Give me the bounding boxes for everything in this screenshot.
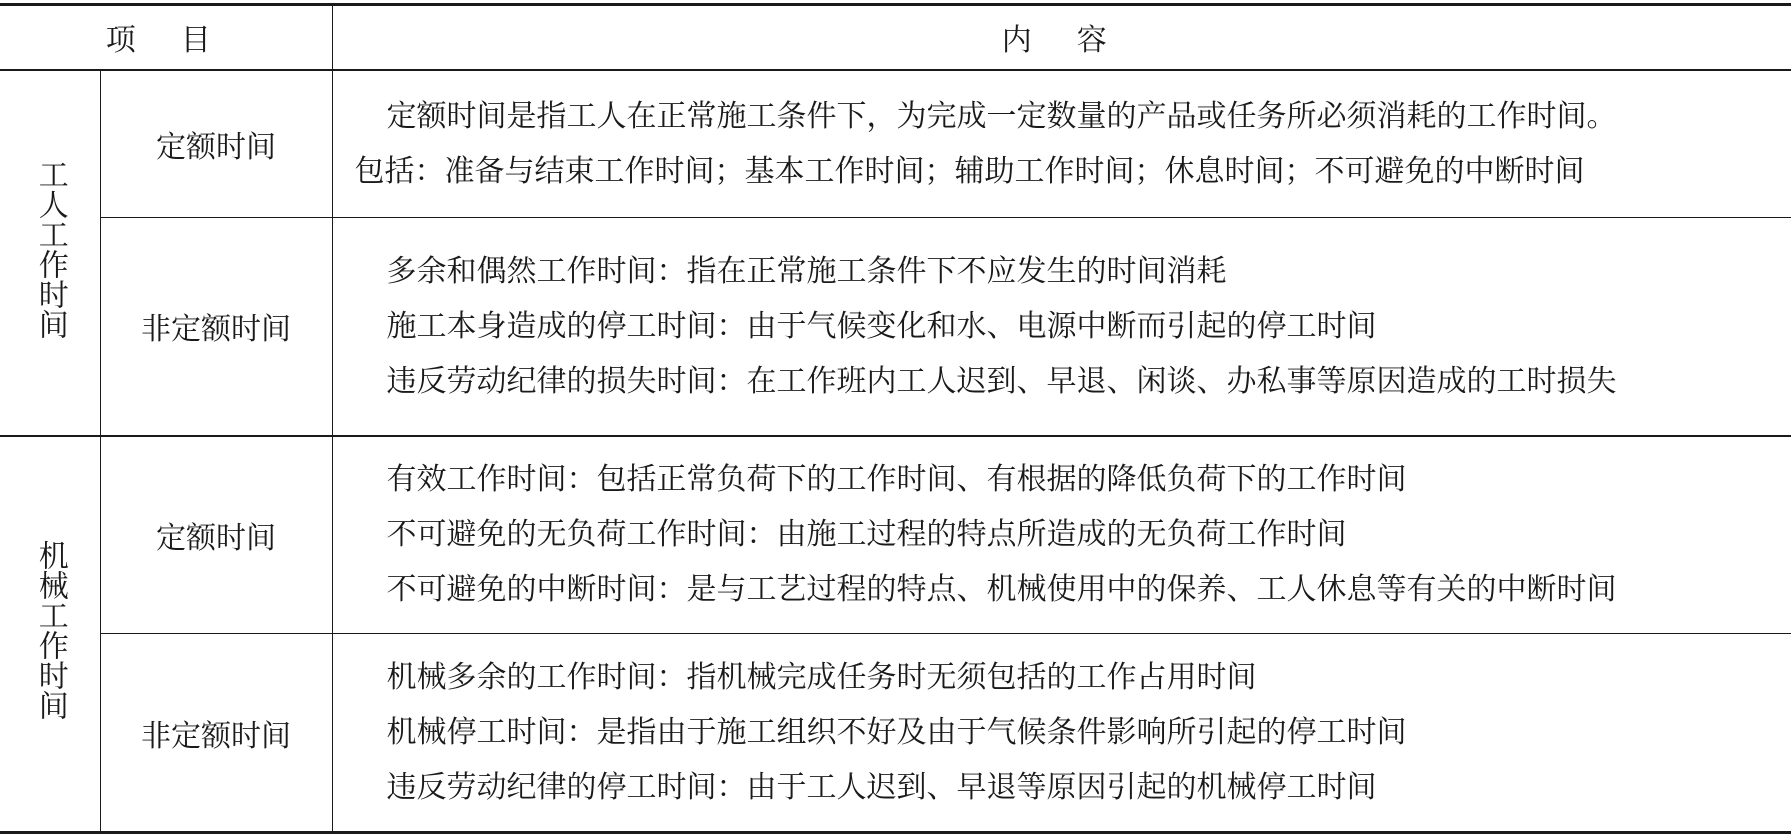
content-cell	[332, 218, 1791, 436]
table-row	[0, 218, 1791, 436]
work-time-table	[0, 3, 1791, 834]
table-row	[0, 634, 1791, 833]
header-item: 项目	[0, 5, 332, 70]
category-cell: 定额时间	[100, 436, 332, 634]
table-row	[0, 436, 1791, 634]
group-label-worker: 工人工作时间	[35, 159, 65, 339]
category-cell: 定额时间	[100, 70, 332, 218]
content-line: 施工本身造成的停工时间：由于气候变化和水、电源中断而引起的停工时间	[355, 299, 1791, 354]
group-cell-worker	[0, 70, 100, 436]
content-line: 有效工作时间：包括正常负荷下的工作时间、有根据的降低负荷下的工作时间	[355, 452, 1791, 507]
content-cell	[332, 70, 1791, 218]
category-cell: 非定额时间	[100, 634, 332, 833]
group-cell-machine	[0, 436, 100, 833]
content-line: 包括：准备与结束工作时间；基本工作时间；辅助工作时间；休息时间；不可避免的中断时间	[355, 144, 1791, 199]
content-line: 不可避免的无负荷工作时间：由施工过程的特点所造成的无负荷工作时间	[355, 507, 1791, 562]
content-cell	[332, 634, 1791, 833]
content-line: 违反劳动纪律的停工时间：由于工人迟到、早退等原因引起的机械停工时间	[355, 760, 1791, 815]
content-line: 多余和偶然工作时间：指在正常施工条件下不应发生的时间消耗	[355, 244, 1791, 299]
header-row	[0, 5, 1791, 70]
group-label-machine: 机械工作时间	[35, 540, 65, 720]
category-cell: 非定额时间	[100, 218, 332, 436]
header-content: 内容	[332, 5, 1791, 70]
content-line: 定额时间是指工人在正常施工条件下，为完成一定数量的产品或任务所必须消耗的工作时间。	[355, 89, 1791, 144]
content-line: 机械多余的工作时间：指机械完成任务时无须包括的工作占用时间	[355, 650, 1791, 705]
content-line: 机械停工时间：是指由于施工组织不好及由于气候条件影响所引起的停工时间	[355, 705, 1791, 760]
content-line: 不可避免的中断时间：是与工艺过程的特点、机械使用中的保养、工人休息等有关的中断时间	[355, 562, 1791, 617]
content-cell	[332, 436, 1791, 634]
content-line: 违反劳动纪律的损失时间：在工作班内工人迟到、早退、闲谈、办私事等原因造成的工时损失	[355, 354, 1791, 409]
table-row	[0, 70, 1791, 218]
